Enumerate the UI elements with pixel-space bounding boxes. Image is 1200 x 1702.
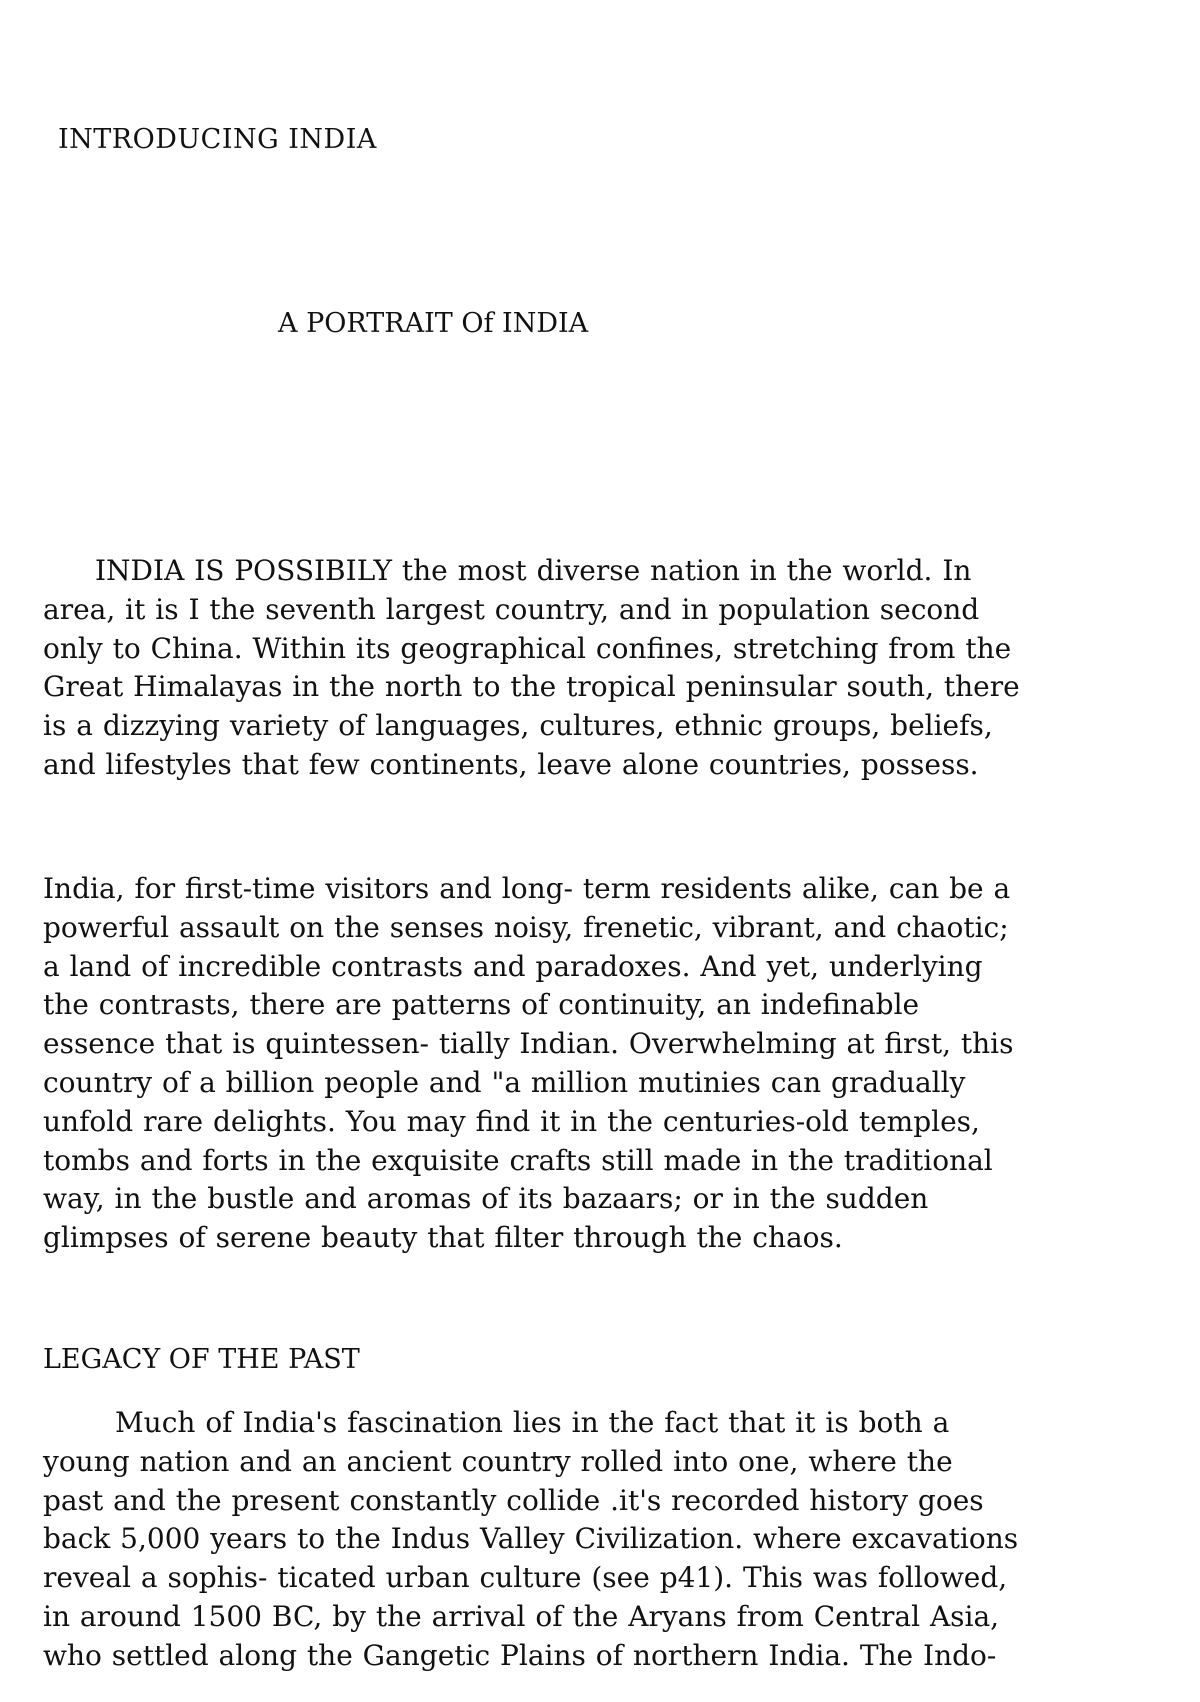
- legacy-subheading: LEGACY OF THE PAST: [43, 1344, 360, 1375]
- paragraph-line: back 5,000 years to the Indus Valley Civilization. where excavations: [43, 1522, 1019, 1556]
- paragraph-line: area, it is I the seventh largest country, and in population second: [43, 592, 980, 626]
- visitors-paragraph: [43, 870, 1163, 1258]
- intro-paragraph: [43, 552, 1200, 785]
- chapter-title: A PORTRAIT Of INDIA: [278, 308, 589, 339]
- legacy-paragraph: [43, 1404, 1200, 1676]
- paragraph-line: only to China. Within its geographical confines, stretching from the: [43, 631, 1012, 665]
- paragraph-line: and lifestyles that few continents, leave alone countries, possess.: [43, 747, 979, 781]
- paragraph-line: Great Himalayas in the north to the tropical peninsular south, there: [43, 670, 1020, 704]
- paragraph-line: who settled along the Gangetic Plains of northern India. The Indo-: [43, 1638, 997, 1672]
- paragraph-line: Much of India's fascination lies in the fact that it is both a: [115, 1406, 950, 1439]
- paragraph-line: past and the present constantly collide .it's recorded history goes: [43, 1483, 984, 1517]
- paragraph-line: in around 1500 BC, by the arrival of the Aryans from Central Asia,: [43, 1599, 1000, 1633]
- paragraph-line: country of a billion people and "a million mutinies can gradually: [43, 1065, 966, 1099]
- paragraph-line: way, in the bustle and aromas of its bazaars; or in the sudden: [43, 1182, 929, 1216]
- paragraph-line: glimpses of serene beauty that filter through the chaos.: [43, 1221, 843, 1255]
- paragraph-line: essence that is quintessen- tially Indian. Overwhelming at first, this: [43, 1027, 1014, 1061]
- paragraph-line: India, for first-time visitors and long- term residents alike, can be a: [43, 872, 1011, 905]
- paragraph-line: INDIA IS POSSIBILY the most diverse nation in the world. In: [95, 554, 972, 587]
- paragraph-line: is a dizzying variety of languages, cultures, ethnic groups, beliefs,: [43, 709, 993, 743]
- paragraph-line: powerful assault on the senses noisy, frenetic, vibrant, and chaotic;: [43, 910, 1009, 944]
- paragraph-line: unfold rare delights. You may find it in the centuries-old temples,: [43, 1104, 980, 1138]
- paragraph-line: young nation and an ancient country rolled into one, where the: [43, 1444, 953, 1478]
- paragraph-line: a land of incredible contrasts and paradoxes. And yet, underlying: [43, 949, 983, 983]
- paragraph-line: the contrasts, there are patterns of continuity, an indefinable: [43, 988, 920, 1022]
- section-label: INTRODUCING INDIA: [58, 124, 377, 155]
- paragraph-line: tombs and forts in the exquisite crafts still made in the traditional: [43, 1143, 993, 1177]
- paragraph-line: reveal a sophis- ticated urban culture (see p41). This was followed,: [43, 1561, 1008, 1595]
